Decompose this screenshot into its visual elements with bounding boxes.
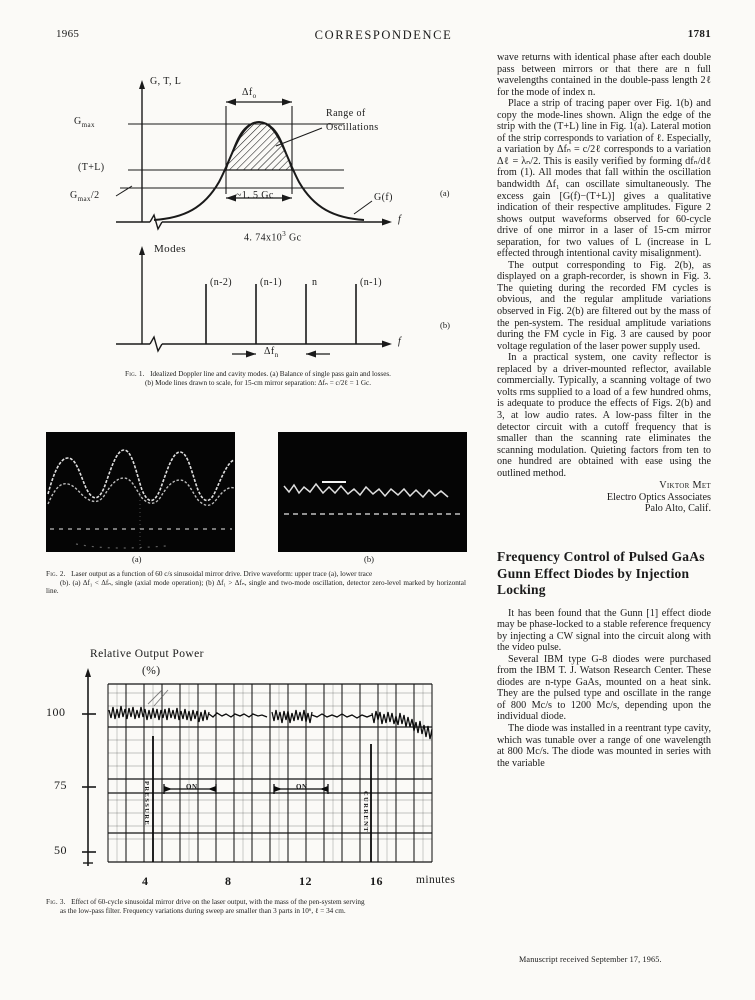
chart-xtick-8: 8 [225,874,232,888]
running-head-year: 1965 [56,28,80,40]
body-paragraph: Several IBM type G-8 diodes were purchased from the IBM T. J. Watson Research Center. These diodes are n-type GaAs, mounted on a heat sink. They are the pulsed type and oscillate in the range of 800 Mc/s to 1200 Mc/s, depending upon the individual diode. [497,653,711,723]
running-head-page-number: 1781 [687,28,711,40]
fig1-panel-a-label: (a) [440,188,450,198]
fig1-modes-title: Modes [154,243,186,255]
right-text-column [497,52,711,769]
figure-2-panel-a-label: (a) [132,554,142,564]
fig1-mode-label-1: (n-1) [260,277,282,288]
chart-x-axis-unit: minutes [416,874,456,886]
fig1-gmax-half-label: $G_{max}/2$ [70,190,100,203]
chart-ytick-100: 100 [46,705,66,719]
figure-2-panel-b-label: (b) [364,554,374,564]
running-head-title: CORRESPONDENCE [314,28,453,42]
fig1-threshold-label: (T+L) [78,162,105,173]
figure-2-caption-number: Fig. 2. [46,570,66,578]
running-head [56,28,711,46]
chart-title: Relative Output Power [90,648,204,660]
author-signature-block [497,480,711,515]
figure-1-caption-line1: Idealized Doppler line and cavity modes. (a) Balance of single pass gain and losses. [150,370,391,378]
fig1-mode-spacing-label: $\Delta f_n$ [264,346,279,359]
fig1-bandwidth-label: ~1. 5 Gc [236,190,274,201]
article-title: Frequency Control of Pulsed GaAs Gunn Effect Diodes by Injection Locking [497,549,705,598]
figure-1-caption-line2: (b) Mode lines drawn to scale, for 15-cm mirror separation: Δfₙ = c/2ℓ = 1 Gc. [144,378,371,387]
oscilloscope-trace-a [46,432,235,552]
figure-1-caption-number: Fig. 1. [125,370,145,378]
signature-affiliation: Electro Optics Associates [606,491,711,503]
fig1-center-frequency-label: 4. $74x10^3$ Gc [244,230,302,244]
figure-2 [46,432,466,582]
fig1-x-axis-symbol-b: f [398,336,402,347]
body-paragraph: wave returns with identical phase after each double pass between mirrors or that there are n full wavelengths contained in the double-pass length 2ℓ for the mode of index n. [497,52,711,98]
figure-2-caption-line2: (b). (a) Δf₁ < Δfₙ, single (axial mode operation); (b) Δf₁ > Δfₙ, single and two-mode oscillation, detector zero-level marked by horizontal line. [46,578,466,596]
figure-3-caption-line2: as the low-pass filter. Frequency variations during sweep are smaller than 3 parts in 10⁶, ℓ = 34 cm. [60,906,346,915]
figure-1 [54,62,464,362]
fig1-range-of-oscillations-line1: Range of [326,108,366,119]
figure-3-caption-line1: Effect of 60-cycle sinusoidal mirror drive on the laser output, with the mass of the pen-system serving [71,898,365,906]
figure-3-caption [46,898,476,915]
figure-1-caption [52,370,464,387]
fig1-range-of-oscillations-line2: Oscillations [326,122,379,133]
fig1-mode-label-3: (n-1) [360,277,382,288]
fig1-mode-label-2: n [312,277,318,288]
body-paragraph: The diode was installed in a reentrant type cavity, which was tunable over a range of one wavelength at 800 Mc/s. The diode was mounted in series with the variable [497,722,711,769]
figure-2-caption-line1: Laser output as a function of 60 c/s sinusoidal mirror drive. Drive waveform: upper trace (a), lower trace [71,570,373,578]
fig1-delta-f-label: $\Delta f_o$ [242,87,257,100]
body-paragraph: In a practical system, one cavity reflector is replaced by a driver-mounted reflector, available commercially. Typically, a scanning voltage of two volts rms supplied to a load of a few hundred ohms, is adequate to produce the effects of Figs. 2(b) and 3, at low audio rates. A low-pass filter in the detector circuit with a cutoff frequency that is smaller than the scanning rate eliminates the scanning modulation. Quieting factors from ten to one hundred are obtained with ease using the outlined method. [497,352,711,479]
fig1-y-axis-label: G, T, L [150,76,182,87]
chart-annotation-current: CURRENT [362,791,369,833]
figure-3 [46,648,476,898]
chart-xtick-12: 12 [299,874,312,888]
chart-ytick-50: 50 [54,843,67,857]
body-paragraph: It has been found that the Gunn [1] effect diode may be phase-locked to a stable reference frequency by injecting a CW signal into the circuit along with the video pulse. [497,607,711,654]
chart-on-marker-1: ON [186,783,198,791]
figure-3-graphic [46,648,476,898]
oscilloscope-photo-b [278,432,467,552]
fig1-x-axis-symbol-a: f [398,214,402,225]
oscilloscope-trace-b [278,432,467,552]
fig1-mode-label-0: (n-2) [210,277,232,288]
signature-location: Palo Alto, Calif. [644,503,711,515]
chart-annotation-pressure: PRESSURE [143,781,150,827]
oscilloscope-photo-a [46,432,235,552]
fig1-panel-b-label: (b) [440,320,450,330]
body-paragraph: Place a strip of tracing paper over Fig. 1(b) and copy the mode-lines shown. Align the edge of the strip with the (T+L) line in Fig. 1(a). Lateral motion of the strip corresponds to variation of ℓ. Especially, a variation by Δfₙ = c/2ℓ corresponds to a variation Δℓ = λₙ/2. This is easily verified by forming dfₙ/dℓ from (1). All modes that fall within the oscillation bandwidth Δf₁ can oscillate simultaneously. The excess gain [G(f)−(T+L)] gives a qualitative indication of their respective amplitudes. Figure 2 shows output waveforms observed for 60-cycle drive of one mirror in a laser of 15-cm mirror separation, for two values of L (increase in L effected through intentional cavity misalignment). [497,98,711,260]
figure-1-graphic [54,62,464,362]
chart-xtick-4: 4 [142,874,149,888]
fig1-gain-curve-label: G(f) [374,192,393,203]
chart-ytick-75: 75 [54,778,67,792]
chart-xtick-16: 16 [370,874,383,888]
chart-on-marker-2: ON [296,783,308,791]
manuscript-received-footnote: Manuscript received September 17, 1965. [519,955,662,964]
chart-subtitle: (%) [142,665,161,677]
figure-3-caption-number: Fig. 3. [46,898,66,906]
fig1-gmax-label: $G_{max}$ [74,116,95,129]
signature-author: Viktor Met [659,480,711,492]
figure-2-caption [46,570,466,596]
body-paragraph: The output corresponding to Fig. 2(b), as displayed on a graph-recorder, is shown in Fig. 3. The quieting during the recorded FM cycles is obvious, and the regular amplitude variations observed in Fig. 2(b) are filtered out by the mass of the pen-system. The residual amplitude variations during the FM cycle in Fig. 3 are caused by poor voltage regulation of the laser power supply used. [497,259,711,352]
